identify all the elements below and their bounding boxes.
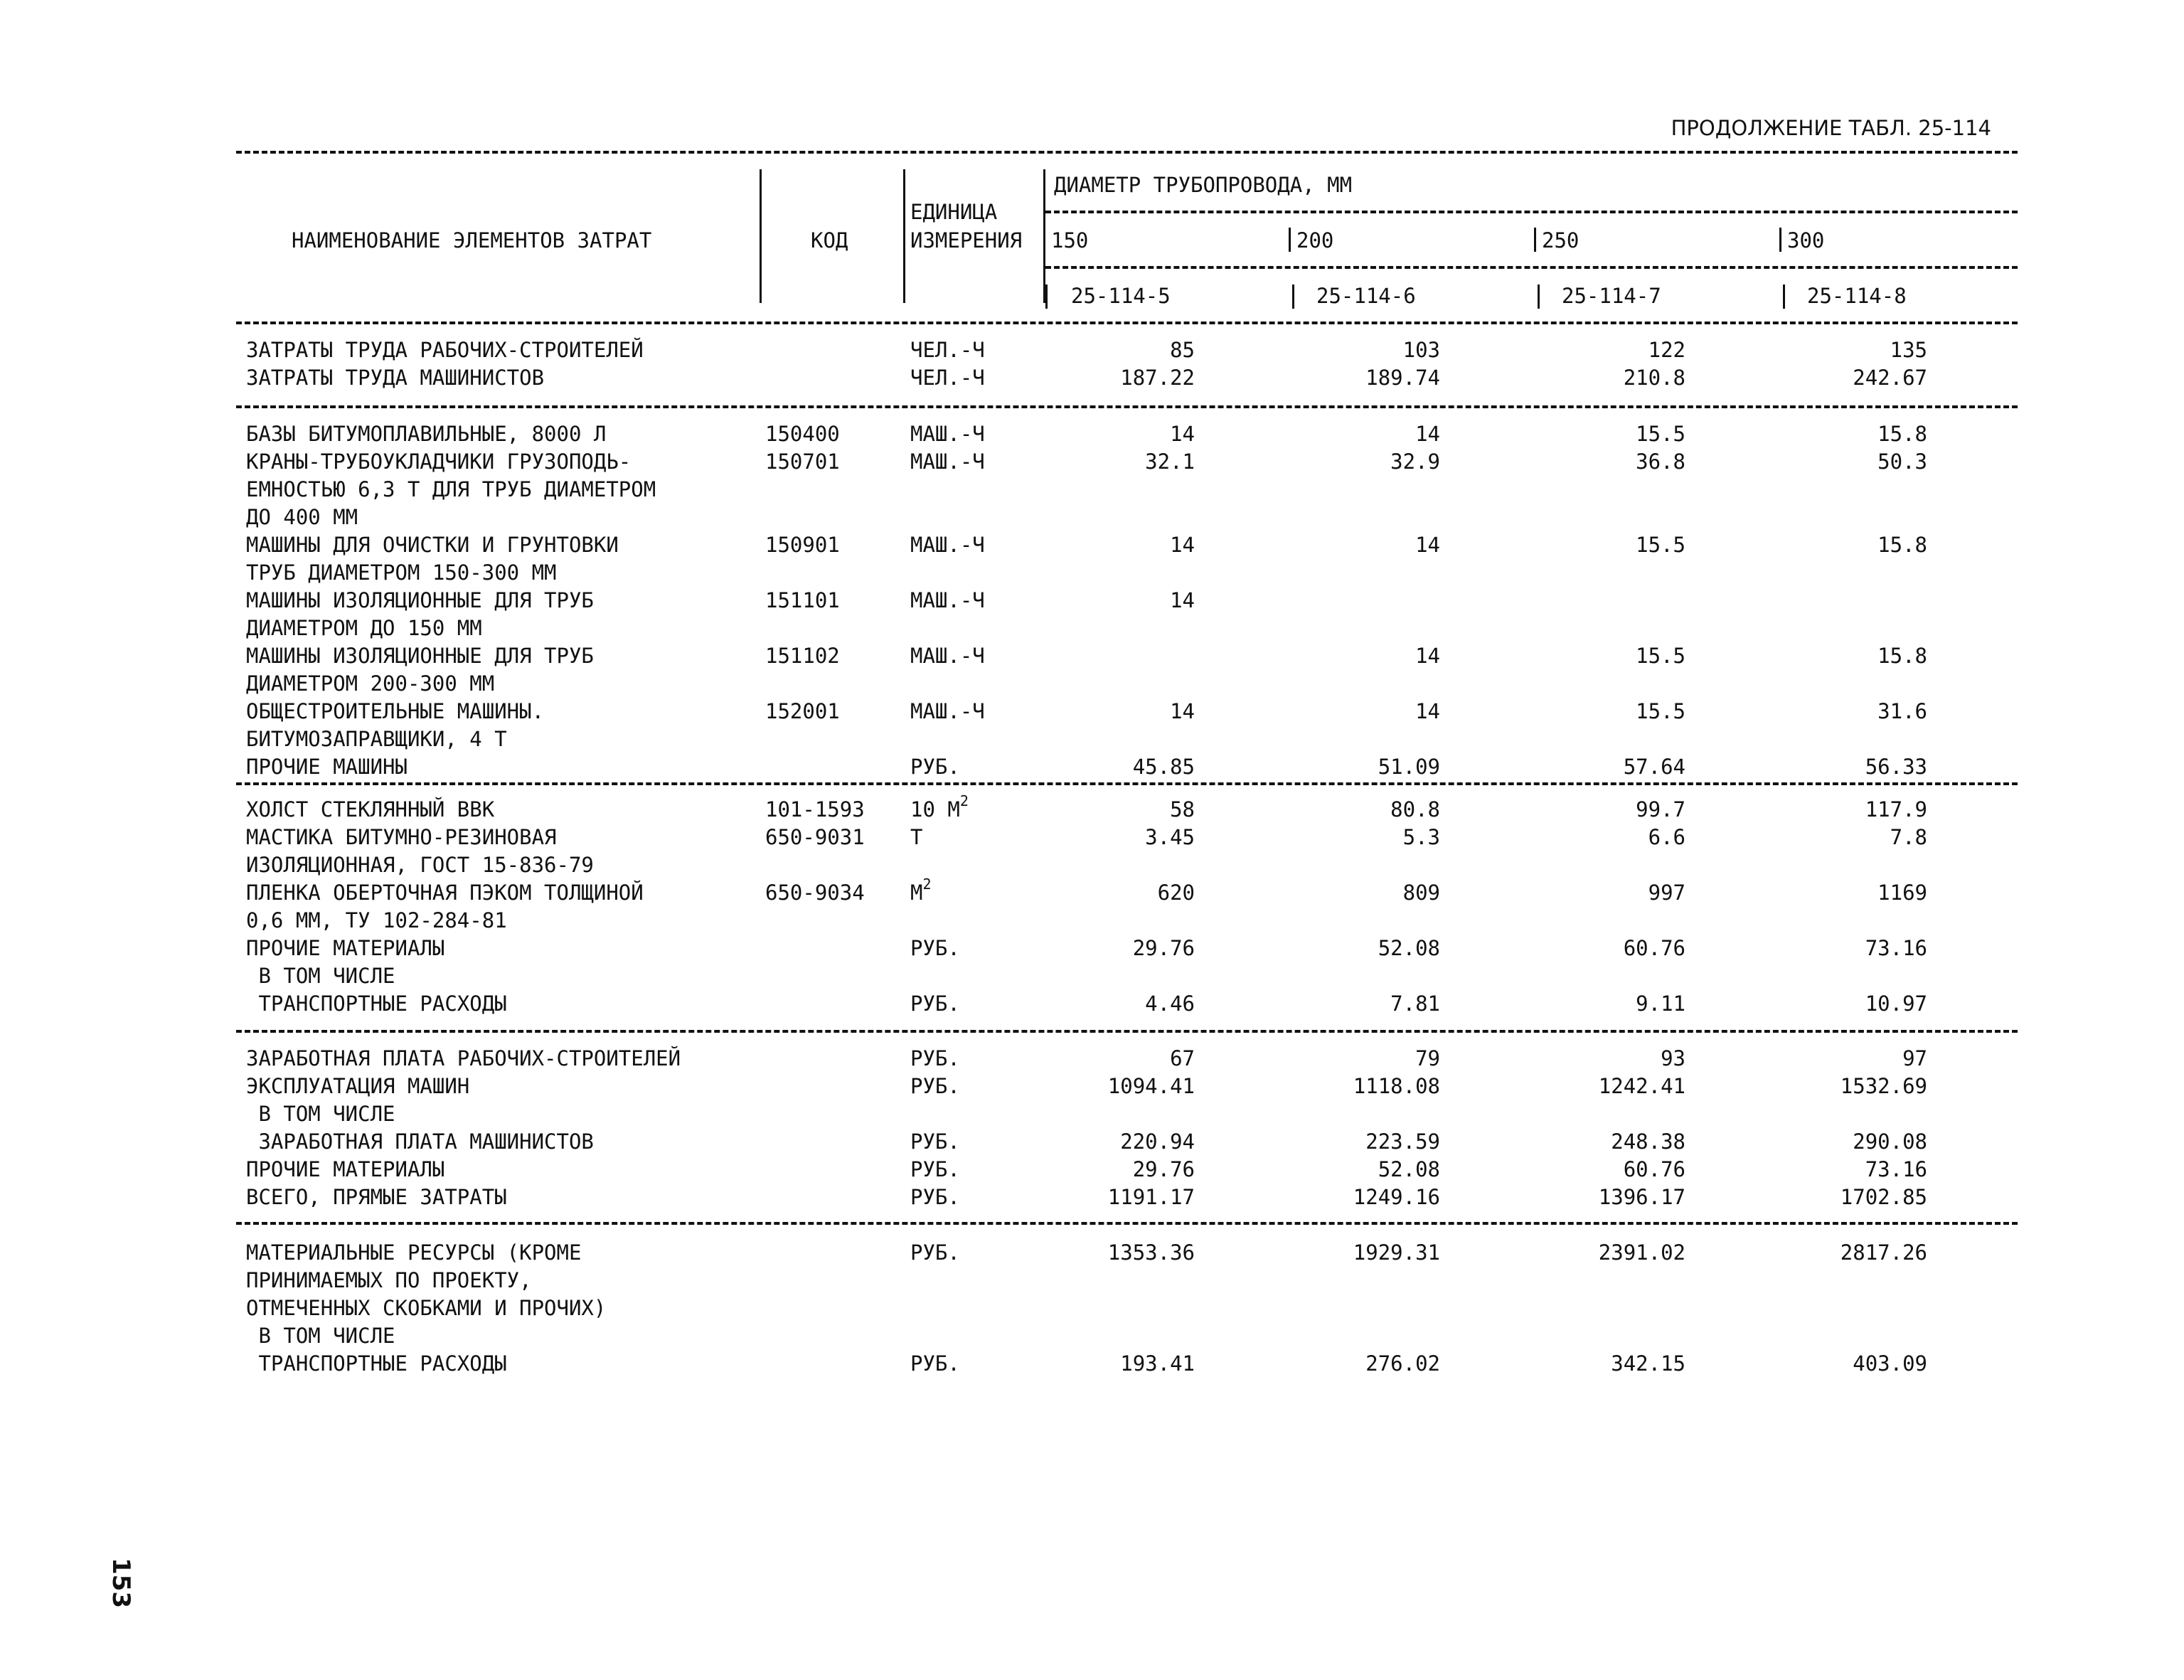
row-name-line: ИЗОЛЯЦИОННАЯ, ГОСТ 15-836-79 (246, 853, 594, 877)
row-unit (910, 1129, 960, 1154)
row-value: 1169 (1877, 881, 1927, 905)
row-value: 290.08 (1853, 1129, 1927, 1154)
row-unit (910, 532, 985, 558)
row-value: 15.5 (1636, 533, 1685, 557)
header-divider-name-code (760, 169, 762, 303)
row-value: 15.8 (1877, 422, 1927, 446)
row-name-line: ЭКСПЛУАТАЦИЯ МАШИН (246, 1074, 470, 1098)
row-unit-text: РУБ. (910, 991, 960, 1016)
row-code: 151102 (765, 644, 840, 668)
row-value: 103 (1402, 338, 1440, 362)
row-name-line: ПРОЧИЕ МАШИНЫ (246, 755, 407, 779)
header-name-col: НАИМЕНОВАНИЕ ЭЛЕМЕНТОВ ЗАТРАТ (292, 228, 652, 252)
row-code: 650-9031 (765, 825, 865, 849)
row-value: 6.6 (1648, 825, 1685, 849)
row-name-line: В ТОМ ЧИСЛЕ (246, 1324, 395, 1348)
row-value: 73.16 (1865, 1157, 1927, 1181)
row-value: 60.76 (1623, 936, 1685, 960)
row-value: 67 (1170, 1046, 1195, 1070)
row-value: 620 (1157, 881, 1195, 905)
header-divider-code-unit (903, 169, 905, 303)
row-value: 1191.17 (1107, 1185, 1195, 1209)
row-unit-text: РУБ. (910, 755, 960, 779)
row-value: 14 (1170, 699, 1195, 723)
row-unit (910, 991, 960, 1016)
header-unit-line1: ЕДИНИЦА (910, 200, 998, 224)
row-unit (910, 935, 960, 961)
code-divider (1538, 285, 1540, 309)
row-value: 2817.26 (1840, 1240, 1927, 1265)
row-value: 122 (1648, 338, 1685, 362)
row-value: 135 (1890, 338, 1927, 362)
row-name-line: ДИАМЕТРОМ 200-300 ММ (246, 671, 495, 696)
row-value: 51.09 (1378, 755, 1440, 779)
row-unit (910, 1046, 960, 1071)
page-number: 153 (107, 1558, 135, 1608)
diameter-divider (1534, 228, 1536, 252)
row-value: 79 (1415, 1046, 1440, 1070)
row-unit-text: РУБ. (910, 1240, 960, 1265)
code-divider (1783, 285, 1785, 309)
row-unit-text: МАШ.-Ч (910, 533, 985, 557)
row-value: 15.5 (1636, 644, 1685, 668)
row-value: 1094.41 (1107, 1074, 1195, 1098)
row-name-line: ПРОЧИЕ МАТЕРИАЛЫ (246, 936, 445, 960)
row-name-line: ПРОЧИЕ МАТЕРИАЛЫ (246, 1157, 445, 1181)
row-unit-text: РУБ. (910, 1185, 960, 1209)
row-unit (910, 337, 985, 363)
row-code: 152001 (765, 699, 840, 723)
header-code-25-114-8: 25-114-8 (1807, 284, 1907, 308)
row-name-line: ТРАНСПОРТНЫЕ РАСХОДЫ (246, 1351, 507, 1376)
row-value: 56.33 (1865, 755, 1927, 779)
row-unit (910, 1073, 960, 1099)
row-value: 4.46 (1145, 991, 1195, 1016)
row-name-line: МАШИНЫ ИЗОЛЯЦИОННЫЕ ДЛЯ ТРУБ (246, 644, 594, 668)
row-value: 1396.17 (1598, 1185, 1685, 1209)
row-name-line: ЗАРАБОТНАЯ ПЛАТА МАШИНИСТОВ (246, 1129, 594, 1154)
row-value: 93 (1661, 1046, 1685, 1070)
row-code: 101-1593 (765, 797, 865, 822)
row-unit-text: Т (910, 825, 923, 849)
row-value: 189.74 (1365, 366, 1440, 390)
row-value: 14 (1415, 644, 1440, 668)
row-value: 58 (1170, 797, 1195, 822)
row-value: 1118.08 (1353, 1074, 1440, 1098)
header-sub-rule-1 (1045, 211, 2018, 213)
row-value: 403.09 (1853, 1351, 1927, 1376)
row-name-line: МАШИНЫ ДЛЯ ОЧИСТКИ И ГРУНТОВКИ (246, 533, 619, 557)
row-value: 15.5 (1636, 699, 1685, 723)
row-value: 15.5 (1636, 422, 1685, 446)
row-name-line: ЗАТРАТЫ ТРУДА МАШИНИСТОВ (246, 366, 545, 390)
section-rule-1 (236, 405, 2018, 408)
row-value: 5.3 (1402, 825, 1440, 849)
row-value: 193.41 (1120, 1351, 1195, 1376)
row-value: 1532.69 (1840, 1074, 1927, 1098)
row-unit-text: ЧЕЛ.-Ч (910, 366, 985, 390)
row-value: 97 (1902, 1046, 1927, 1070)
row-unit-text: РУБ. (910, 1046, 960, 1070)
row-unit (910, 421, 985, 447)
row-value: 1242.41 (1598, 1074, 1685, 1098)
row-unit-text: ЧЕЛ.-Ч (910, 338, 985, 362)
row-value: 14 (1415, 699, 1440, 723)
header-diameter-200: 200 (1296, 228, 1334, 252)
row-code: 150400 (765, 422, 840, 446)
row-value: 14 (1170, 422, 1195, 446)
header-diameter-300: 300 (1787, 228, 1825, 252)
row-value: 1929.31 (1353, 1240, 1440, 1265)
row-name-line: ХОЛСТ СТЕКЛЯННЫЙ ВВК (246, 797, 495, 822)
header-diameter-group: ДИАМЕТР ТРУБОПРОВОДА, ММ (1054, 173, 1353, 197)
row-value: 32.9 (1390, 450, 1440, 474)
row-value: 3.45 (1145, 825, 1195, 849)
row-code: 150901 (765, 533, 840, 557)
row-value: 99.7 (1636, 797, 1685, 822)
header-code-col: КОД (811, 228, 848, 252)
header-diameter-150: 150 (1051, 228, 1089, 252)
row-unit (910, 1157, 960, 1182)
row-name-line: МАТЕРИАЛЬНЫЕ РЕСУРСЫ (КРОМЕ (246, 1240, 582, 1265)
row-name-line: ПЛЕНКА ОБЕРТОЧНАЯ ПЭКОМ ТОЛЩИНОЙ (246, 881, 644, 905)
row-unit-exponent: 2 (959, 792, 969, 810)
row-code: 151101 (765, 588, 840, 612)
table-top-rule (236, 151, 2018, 154)
row-name-line: ЕМНОСТЬЮ 6,3 Т ДЛЯ ТРУБ ДИАМЕТРОМ (246, 477, 656, 501)
row-unit-text: РУБ. (910, 1351, 960, 1376)
row-name-line: ТРУБ ДИАМЕТРОМ 150-300 ММ (246, 560, 557, 585)
row-unit-text: МАШ.-Ч (910, 644, 985, 668)
row-name-line: ВСЕГО, ПРЯМЫЕ ЗАТРАТЫ (246, 1185, 507, 1209)
row-code: 150701 (765, 450, 840, 474)
row-unit (910, 1351, 960, 1376)
row-name-line: ЗАТРАТЫ ТРУДА РАБОЧИХ-СТРОИТЕЛЕЙ (246, 338, 644, 362)
row-value: 1702.85 (1840, 1185, 1927, 1209)
row-unit (910, 824, 922, 850)
row-value: 997 (1648, 881, 1685, 905)
row-unit-text: РУБ. (910, 1157, 960, 1181)
row-value: 14 (1415, 533, 1440, 557)
row-unit-text: МАШ.-Ч (910, 699, 985, 723)
row-code: 650-9034 (765, 881, 865, 905)
row-unit (910, 792, 969, 822)
row-name-line: ОБЩЕСТРОИТЕЛЬНЫЕ МАШИНЫ. (246, 699, 545, 723)
row-unit-text: РУБ. (910, 1074, 960, 1098)
row-value: 52.08 (1378, 936, 1440, 960)
row-name-line: В ТОМ ЧИСЛЕ (246, 964, 395, 988)
table-caption: ПРОДОЛЖЕНИЕ ТАБЛ. 25-114 (1671, 116, 1991, 140)
row-value: 2391.02 (1598, 1240, 1685, 1265)
row-unit-text: 10 М (910, 797, 960, 822)
row-value: 15.8 (1877, 644, 1927, 668)
row-value: 85 (1170, 338, 1195, 362)
row-value: 52.08 (1378, 1157, 1440, 1181)
row-value: 220.94 (1120, 1129, 1195, 1154)
row-unit (910, 1184, 960, 1210)
row-value: 809 (1402, 881, 1440, 905)
row-name-line: ЗАРАБОТНАЯ ПЛАТА РАБОЧИХ-СТРОИТЕЛЕЙ (246, 1046, 681, 1070)
section-rule-2 (236, 782, 2018, 785)
row-value: 31.6 (1877, 699, 1927, 723)
row-name-line: ТРАНСПОРТНЫЕ РАСХОДЫ (246, 991, 507, 1016)
row-value: 117.9 (1865, 797, 1927, 822)
row-value: 36.8 (1636, 450, 1685, 474)
diameter-divider (1779, 228, 1781, 252)
row-value: 29.76 (1132, 936, 1195, 960)
row-value: 223.59 (1365, 1129, 1440, 1154)
row-value: 57.64 (1623, 755, 1685, 779)
row-value: 60.76 (1623, 1157, 1685, 1181)
row-name-line: КРАНЫ-ТРУБОУКЛАДЧИКИ ГРУЗОПОДЬ- (246, 450, 632, 474)
row-value: 9.11 (1636, 991, 1685, 1016)
row-unit (910, 754, 960, 780)
header-code-25-114-6: 25-114-6 (1316, 284, 1416, 308)
row-name-line: ПРИНИМАЕМЫХ ПО ПРОЕКТУ, (246, 1268, 532, 1292)
row-name-line: В ТОМ ЧИСЛЕ (246, 1102, 395, 1126)
section-rule-3 (236, 1030, 2018, 1033)
row-unit-text: МАШ.-Ч (910, 422, 985, 446)
row-name-line: 0,6 ММ, ТУ 102-284-81 (246, 908, 507, 932)
row-value: 248.38 (1611, 1129, 1685, 1154)
header-diameter-250: 250 (1542, 228, 1580, 252)
row-unit-text: МАШ.-Ч (910, 588, 985, 612)
row-value: 14 (1170, 533, 1195, 557)
row-value: 73.16 (1865, 936, 1927, 960)
row-unit (910, 588, 985, 613)
header-unit-line2: ИЗМЕРЕНИЯ (910, 228, 1023, 252)
section-rule-4 (236, 1222, 2018, 1225)
row-name-line: МАШИНЫ ИЗОЛЯЦИОННЫЕ ДЛЯ ТРУБ (246, 588, 594, 612)
header-sub-rule-2 (1045, 266, 2018, 269)
row-value: 7.81 (1390, 991, 1440, 1016)
row-value: 50.3 (1877, 450, 1927, 474)
row-unit-exponent: 2 (922, 876, 932, 893)
row-value: 342.15 (1611, 1351, 1685, 1376)
header-code-25-114-7: 25-114-7 (1562, 284, 1661, 308)
row-value: 80.8 (1390, 797, 1440, 822)
header-bottom-rule (236, 321, 2018, 324)
header-code-25-114-5: 25-114-5 (1071, 284, 1171, 308)
code-divider (1292, 285, 1294, 309)
row-unit-text: РУБ. (910, 1129, 960, 1154)
row-value: 45.85 (1132, 755, 1195, 779)
row-unit (910, 449, 985, 474)
diameter-divider (1289, 228, 1291, 252)
row-value: 1249.16 (1353, 1185, 1440, 1209)
row-name-line: ОТМЕЧЕННЫХ СКОБКАМИ И ПРОЧИХ) (246, 1296, 607, 1320)
diameter-divider (1043, 228, 1045, 252)
row-value: 14 (1170, 588, 1195, 612)
row-name-line: БАЗЫ БИТУМОПЛАВИЛЬНЫЕ, 8000 Л (246, 422, 607, 446)
row-value: 242.67 (1853, 366, 1927, 390)
row-name-line: БИТУМОЗАПРАВЩИКИ, 4 Т (246, 727, 507, 751)
row-name-line: МАСТИКА БИТУМНО-РЕЗИНОВАЯ (246, 825, 557, 849)
row-value: 32.1 (1145, 450, 1195, 474)
row-value: 15.8 (1877, 533, 1927, 557)
row-unit-text: РУБ. (910, 936, 960, 960)
row-unit (910, 876, 932, 905)
row-unit (910, 365, 985, 390)
row-value: 187.22 (1120, 366, 1195, 390)
row-value: 276.02 (1365, 1351, 1440, 1376)
row-unit-text: М (910, 881, 923, 905)
row-value: 10.97 (1865, 991, 1927, 1016)
row-unit (910, 1240, 960, 1265)
row-unit-text: МАШ.-Ч (910, 450, 985, 474)
row-unit (910, 698, 985, 724)
row-name-line: ДИАМЕТРОМ ДО 150 ММ (246, 616, 482, 640)
row-value: 1353.36 (1107, 1240, 1195, 1265)
row-value: 14 (1415, 422, 1440, 446)
row-value: 7.8 (1890, 825, 1927, 849)
row-unit (910, 643, 985, 669)
row-name-line: ДО 400 ММ (246, 505, 358, 529)
row-value: 29.76 (1132, 1157, 1195, 1181)
code-divider (1045, 285, 1048, 309)
row-value: 210.8 (1623, 366, 1685, 390)
